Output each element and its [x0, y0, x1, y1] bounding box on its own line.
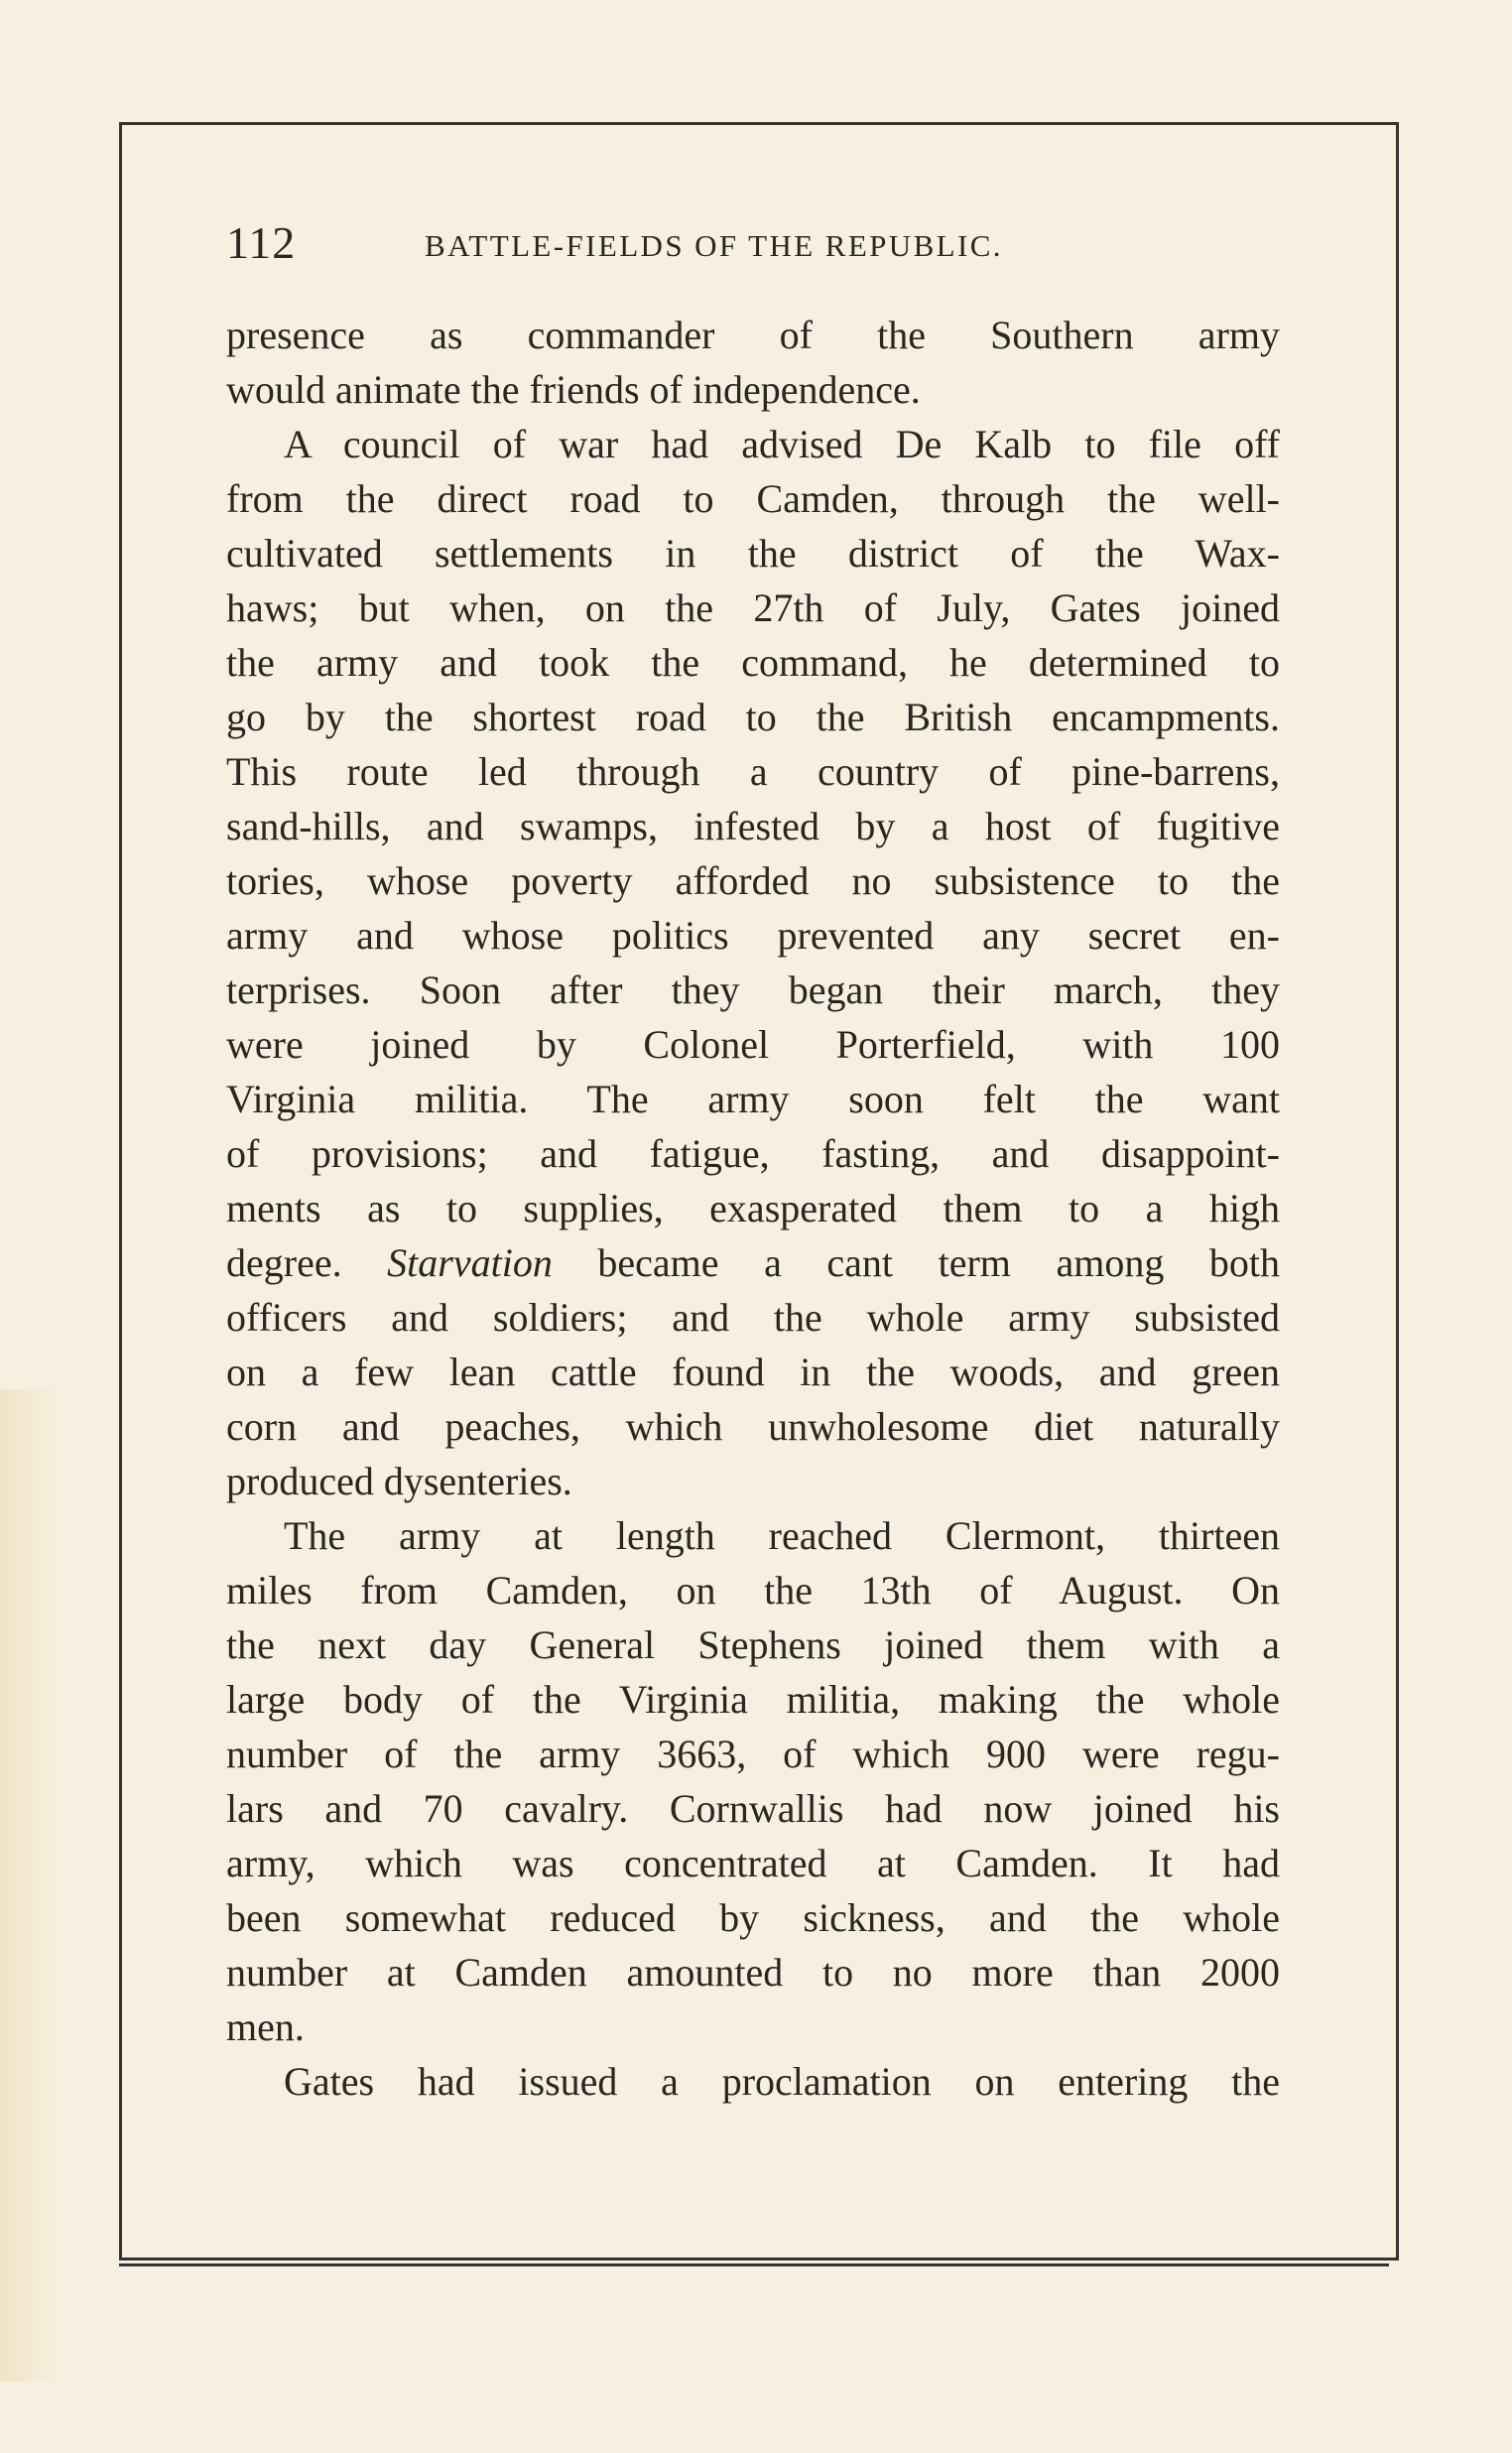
line-suffix: became a cant term among both	[597, 1240, 1280, 1285]
text-line: army and whose politics prevented any secret en-	[226, 913, 1280, 958]
text-line: army, which was concentrated at Camden. It had	[226, 1841, 1280, 1885]
text-line: from the direct road to Camden, through the well-	[226, 476, 1280, 521]
italic-term: Starvation	[387, 1240, 553, 1285]
text-line: presence as commander of the Southern army	[226, 313, 1280, 357]
text-line: lars and 70 cavalry. Cornwallis had now joined his	[226, 1786, 1280, 1831]
text-line: Virginia militia. The army soon felt the want	[226, 1077, 1280, 1121]
text-line: would animate the friends of independence.	[226, 367, 921, 412]
text-line: number at Camden amounted to no more than 2000	[226, 1950, 1280, 1995]
text-line: tories, whose poverty afforded no subsistence to the	[226, 858, 1280, 903]
text-line: miles from Camden, on the 13th of August. On	[226, 1568, 1280, 1613]
text-line: been somewhat reduced by sickness, and the whole	[226, 1895, 1280, 1940]
running-title: BATTLE-FIELDS OF THE REPUBLIC.	[425, 228, 1003, 263]
page-number: 112	[226, 217, 297, 268]
text-line: officers and soldiers; and the whole army subsisted	[226, 1295, 1280, 1340]
line-prefix: degree.	[226, 1240, 342, 1285]
text-line: ments as to supplies, exasperated them to a high	[226, 1186, 1280, 1230]
text-line: number of the army 3663, of which 900 were regu-	[226, 1732, 1280, 1776]
text-line	[226, 1235, 1280, 1290]
text-line: the next day General Stephens joined them with a	[226, 1622, 1280, 1667]
body-text	[226, 308, 1280, 2109]
text-line: The army at length reached Clermont, thirteen	[284, 1513, 1280, 1558]
text-line: produced dysenteries.	[226, 1459, 572, 1503]
text-line: the army and took the command, he determined to	[226, 640, 1280, 685]
text-line: go by the shortest road to the British encampments.	[226, 695, 1280, 739]
text-line: of provisions; and fatigue, fasting, and disappoint-	[226, 1131, 1280, 1176]
text-line: terprises. Soon after they began their march, they	[226, 968, 1280, 1012]
page-stain	[0, 1389, 60, 2382]
text-line: A council of war had advised De Kalb to file off	[284, 422, 1280, 466]
text-line: cultivated settlements in the district of the Wax-	[226, 531, 1280, 576]
text-line: haws; but when, on the 27th of July, Gates joined	[226, 585, 1280, 630]
text-line: Gates had issued a proclamation on entering the	[284, 2059, 1280, 2104]
running-head	[226, 216, 1278, 276]
frame-bottom-rule	[119, 2263, 1389, 2266]
text-line: This route led through a country of pine-barrens,	[226, 749, 1280, 794]
text-line: were joined by Colonel Porterfield, with 100	[226, 1022, 1280, 1067]
text-line: corn and peaches, which unwholesome diet naturally	[226, 1404, 1280, 1449]
text-line: large body of the Virginia militia, making the whole	[226, 1677, 1280, 1722]
text-line: sand-hills, and swamps, infested by a host of fugitive	[226, 804, 1280, 848]
text-line: on a few lean cattle found in the woods, and green	[226, 1350, 1280, 1394]
text-line: men.	[226, 2004, 305, 2049]
